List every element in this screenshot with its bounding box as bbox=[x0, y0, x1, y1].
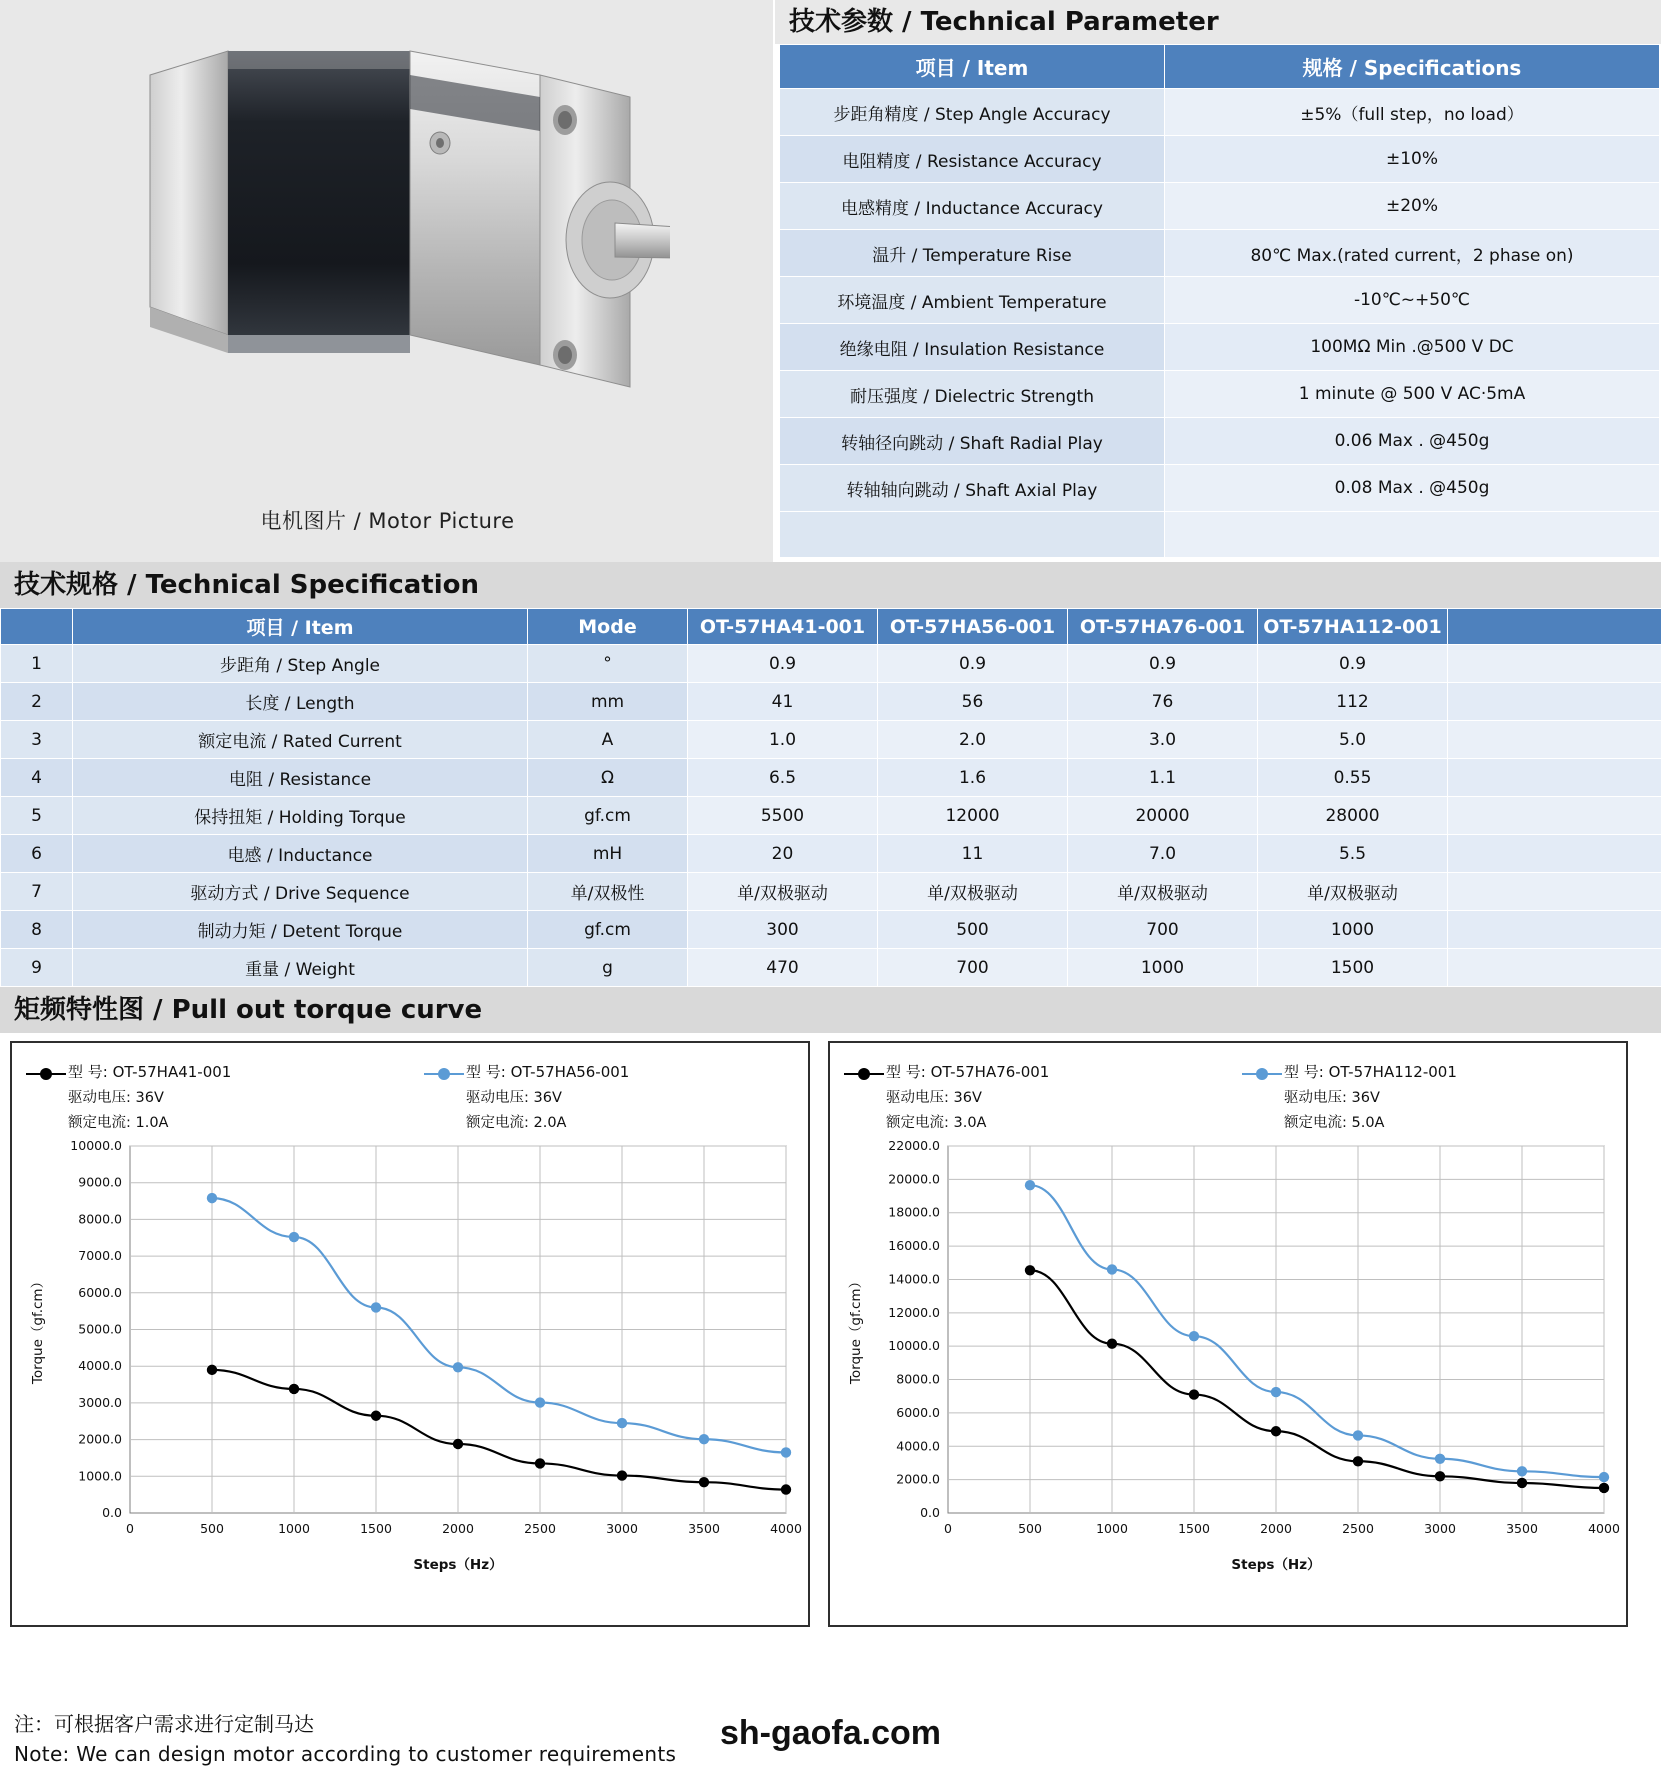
tp-item-empty bbox=[780, 512, 1165, 558]
row-value: 5500 bbox=[688, 797, 878, 835]
row-value: 0.55 bbox=[1258, 759, 1448, 797]
row-value: 1.1 bbox=[1068, 759, 1258, 797]
tp-item: 绝缘电阻 / Insulation Resistance bbox=[780, 324, 1165, 371]
svg-text:4000.0: 4000.0 bbox=[78, 1358, 122, 1374]
row-mode: gf.cm bbox=[528, 911, 688, 949]
tp-item: 转轴轴向跳动 / Shaft Axial Play bbox=[780, 465, 1165, 512]
table-row bbox=[1, 911, 1661, 949]
row-index: 4 bbox=[1, 759, 73, 797]
svg-text:2000: 2000 bbox=[1260, 1521, 1292, 1536]
legend-model: 型 号: OT-57HA56-001 bbox=[466, 1063, 630, 1081]
svg-text:2500: 2500 bbox=[524, 1521, 556, 1536]
table-row bbox=[1, 949, 1661, 987]
top-section bbox=[0, 0, 1661, 562]
legend-current: 额定电流: 2.0A bbox=[466, 1115, 567, 1131]
row-value: 1.6 bbox=[878, 759, 1068, 797]
row-spare bbox=[1448, 759, 1661, 797]
row-value: 6.5 bbox=[688, 759, 878, 797]
row-spare bbox=[1448, 683, 1661, 721]
row-value: 300 bbox=[688, 911, 878, 949]
row-value: 500 bbox=[878, 911, 1068, 949]
svg-text:14000.0: 14000.0 bbox=[888, 1271, 940, 1287]
tp-spec: ±5%（full step，no load） bbox=[1165, 89, 1660, 136]
table-header-row bbox=[780, 45, 1660, 89]
table-row bbox=[1, 759, 1661, 797]
legend-line-icon bbox=[26, 1073, 66, 1075]
tp-spec: ±20% bbox=[1165, 183, 1660, 230]
table-row-empty bbox=[780, 512, 1660, 558]
charts-row bbox=[0, 1033, 1661, 1627]
table-row bbox=[780, 277, 1660, 324]
legend-entry-1 bbox=[830, 1061, 1228, 1132]
chart-card-2 bbox=[828, 1041, 1628, 1627]
svg-text:6000.0: 6000.0 bbox=[78, 1284, 122, 1300]
th-model-4: OT-57HA112-001 bbox=[1258, 609, 1448, 645]
row-value: 41 bbox=[688, 683, 878, 721]
row-name: 驱动方式 / Drive Sequence bbox=[73, 873, 528, 911]
tp-spec: -10℃~+50℃ bbox=[1165, 277, 1660, 324]
svg-text:500: 500 bbox=[1018, 1521, 1042, 1536]
svg-text:8000.0: 8000.0 bbox=[896, 1371, 940, 1387]
legend-voltage: 驱动电压: 36V bbox=[466, 1090, 562, 1106]
table-row bbox=[780, 136, 1660, 183]
motor-illustration bbox=[110, 35, 670, 395]
svg-text:2000: 2000 bbox=[442, 1521, 474, 1536]
row-value: 0.9 bbox=[1258, 645, 1448, 683]
table-row bbox=[780, 371, 1660, 418]
svg-text:2000.0: 2000.0 bbox=[78, 1431, 122, 1447]
row-spare bbox=[1448, 873, 1661, 911]
table-row bbox=[1, 835, 1661, 873]
row-name: 长度 / Length bbox=[73, 683, 528, 721]
row-index: 3 bbox=[1, 721, 73, 759]
row-index: 1 bbox=[1, 645, 73, 683]
table-row bbox=[780, 89, 1660, 136]
row-name: 电阻 / Resistance bbox=[73, 759, 528, 797]
row-spare bbox=[1448, 797, 1661, 835]
table-row bbox=[780, 324, 1660, 371]
th-item: 项目 / Item bbox=[780, 45, 1165, 89]
svg-text:1500: 1500 bbox=[1178, 1521, 1210, 1536]
row-mode: gf.cm bbox=[528, 797, 688, 835]
row-value: 0.9 bbox=[1068, 645, 1258, 683]
note-english: Note: We can design motor according to customer requirements bbox=[14, 1742, 677, 1766]
technical-parameter-table bbox=[779, 44, 1660, 558]
legend-entry-2 bbox=[1228, 1061, 1626, 1132]
th-model-2: OT-57HA56-001 bbox=[878, 609, 1068, 645]
tp-item: 耐压强度 / Dielectric Strength bbox=[780, 371, 1165, 418]
row-value: 12000 bbox=[878, 797, 1068, 835]
row-index: 6 bbox=[1, 835, 73, 873]
svg-text:Torque（gf.cm）: Torque（gf.cm） bbox=[30, 1274, 46, 1385]
legend-voltage: 驱动电压: 36V bbox=[1284, 1090, 1380, 1106]
row-spare bbox=[1448, 911, 1661, 949]
svg-text:5000.0: 5000.0 bbox=[78, 1321, 122, 1337]
tp-item: 电感精度 / Inductance Accuracy bbox=[780, 183, 1165, 230]
row-mode: 单/双极性 bbox=[528, 873, 688, 911]
legend-model: 型 号: OT-57HA112-001 bbox=[1284, 1063, 1457, 1081]
legend-entry-2 bbox=[410, 1061, 808, 1132]
table-header-row bbox=[1, 609, 1661, 645]
row-index: 7 bbox=[1, 873, 73, 911]
legend-voltage: 驱动电压: 36V bbox=[68, 1090, 164, 1106]
footer bbox=[0, 1702, 1661, 1772]
svg-text:4000: 4000 bbox=[770, 1521, 802, 1536]
row-spare bbox=[1448, 949, 1661, 987]
th-spare bbox=[1448, 609, 1661, 645]
svg-text:9000.0: 9000.0 bbox=[78, 1174, 122, 1190]
row-value: 56 bbox=[878, 683, 1068, 721]
svg-text:2500: 2500 bbox=[1342, 1521, 1374, 1536]
motor-picture-caption: 电机图片 / Motor Picture bbox=[260, 509, 515, 533]
legend-entry-1 bbox=[12, 1061, 410, 1132]
row-mode: g bbox=[528, 949, 688, 987]
tp-spec: 0.08 Max . @450g bbox=[1165, 465, 1660, 512]
svg-text:10000.0: 10000.0 bbox=[888, 1338, 940, 1354]
table-row bbox=[780, 183, 1660, 230]
th-item: 项目 / Item bbox=[73, 609, 528, 645]
table-row bbox=[1, 797, 1661, 835]
row-value: 单/双极驱动 bbox=[688, 873, 878, 911]
row-name: 电感 / Inductance bbox=[73, 835, 528, 873]
chart-1-plot bbox=[12, 1132, 808, 1587]
svg-text:12000.0: 12000.0 bbox=[888, 1304, 940, 1320]
row-name: 重量 / Weight bbox=[73, 949, 528, 987]
svg-text:7000.0: 7000.0 bbox=[78, 1248, 122, 1264]
row-value: 470 bbox=[688, 949, 878, 987]
row-value: 单/双极驱动 bbox=[878, 873, 1068, 911]
legend-line-icon bbox=[1242, 1073, 1282, 1075]
pull-out-torque-curve-title: 矩频特性图 / Pull out torque curve bbox=[0, 987, 1661, 1033]
row-name: 制动力矩 / Detent Torque bbox=[73, 911, 528, 949]
row-value: 1500 bbox=[1258, 949, 1448, 987]
svg-text:Steps（Hz）: Steps（Hz） bbox=[1231, 1557, 1321, 1573]
row-mode: mm bbox=[528, 683, 688, 721]
chart-2-plot bbox=[830, 1132, 1626, 1587]
technical-specification-table bbox=[0, 608, 1661, 987]
th-mode: Mode bbox=[528, 609, 688, 645]
legend-model: 型 号: OT-57HA76-001 bbox=[886, 1063, 1050, 1081]
row-mode: mH bbox=[528, 835, 688, 873]
row-value: 20 bbox=[688, 835, 878, 873]
svg-text:16000.0: 16000.0 bbox=[888, 1238, 940, 1254]
website-text: sh-gaofa.com bbox=[719, 1714, 942, 1752]
row-value: 700 bbox=[878, 949, 1068, 987]
svg-text:3500: 3500 bbox=[688, 1521, 720, 1536]
svg-text:3000: 3000 bbox=[606, 1521, 638, 1536]
svg-text:0: 0 bbox=[126, 1521, 134, 1536]
row-value: 1.0 bbox=[688, 721, 878, 759]
tp-item: 电阻精度 / Resistance Accuracy bbox=[780, 136, 1165, 183]
th-model-1: OT-57HA41-001 bbox=[688, 609, 878, 645]
technical-parameter-title: 技术参数 / Technical Parameter bbox=[775, 0, 1661, 44]
legend-current: 额定电流: 3.0A bbox=[886, 1115, 987, 1131]
row-value: 5.0 bbox=[1258, 721, 1448, 759]
svg-text:10000.0: 10000.0 bbox=[70, 1138, 122, 1153]
tp-spec: ±10% bbox=[1165, 136, 1660, 183]
svg-text:Steps（Hz）: Steps（Hz） bbox=[413, 1557, 503, 1573]
svg-text:4000: 4000 bbox=[1588, 1521, 1620, 1536]
table-row bbox=[1, 721, 1661, 759]
svg-text:1500: 1500 bbox=[360, 1521, 392, 1536]
svg-text:1000: 1000 bbox=[1096, 1521, 1128, 1536]
row-value: 单/双极驱动 bbox=[1258, 873, 1448, 911]
svg-text:3500: 3500 bbox=[1506, 1521, 1538, 1536]
table-row bbox=[780, 418, 1660, 465]
row-value: 3.0 bbox=[1068, 721, 1258, 759]
row-index: 5 bbox=[1, 797, 73, 835]
svg-text:Torque（gf.cm）: Torque（gf.cm） bbox=[848, 1274, 864, 1385]
tp-item: 环境温度 / Ambient Temperature bbox=[780, 277, 1165, 324]
technical-specification-title: 技术规格 / Technical Specification bbox=[0, 562, 1661, 608]
svg-text:4000.0: 4000.0 bbox=[896, 1438, 940, 1454]
table-row bbox=[1, 873, 1661, 911]
table-row bbox=[1, 645, 1661, 683]
row-index: 8 bbox=[1, 911, 73, 949]
row-value: 单/双极驱动 bbox=[1068, 873, 1258, 911]
table-row bbox=[780, 230, 1660, 277]
row-spare bbox=[1448, 645, 1661, 683]
row-value: 76 bbox=[1068, 683, 1258, 721]
row-value: 0.9 bbox=[878, 645, 1068, 683]
th-model-3: OT-57HA76-001 bbox=[1068, 609, 1258, 645]
row-mode: Ω bbox=[528, 759, 688, 797]
tp-item: 步距角精度 / Step Angle Accuracy bbox=[780, 89, 1165, 136]
row-index: 9 bbox=[1, 949, 73, 987]
row-name: 步距角 / Step Angle bbox=[73, 645, 528, 683]
svg-text:500: 500 bbox=[200, 1521, 224, 1536]
table-row bbox=[1, 683, 1661, 721]
svg-text:1000: 1000 bbox=[278, 1521, 310, 1536]
chart-1-legend bbox=[12, 1043, 808, 1132]
row-value: 5.5 bbox=[1258, 835, 1448, 873]
row-value: 2.0 bbox=[878, 721, 1068, 759]
legend-current: 额定电流: 1.0A bbox=[68, 1115, 169, 1131]
technical-parameter-panel bbox=[775, 0, 1661, 562]
table-row bbox=[780, 465, 1660, 512]
svg-text:18000.0: 18000.0 bbox=[888, 1204, 940, 1220]
row-value: 28000 bbox=[1258, 797, 1448, 835]
legend-line-icon bbox=[844, 1073, 884, 1075]
tp-item: 温升 / Temperature Rise bbox=[780, 230, 1165, 277]
motor-picture-panel bbox=[0, 0, 775, 562]
row-spare bbox=[1448, 835, 1661, 873]
row-value: 1000 bbox=[1068, 949, 1258, 987]
row-value: 7.0 bbox=[1068, 835, 1258, 873]
chart-card-1 bbox=[10, 1041, 810, 1627]
svg-text:22000.0: 22000.0 bbox=[888, 1138, 940, 1153]
note-chinese: 注：可根据客户需求进行定制马达 bbox=[14, 1712, 314, 1736]
row-value: 0.9 bbox=[688, 645, 878, 683]
th-spec: 规格 / Specifications bbox=[1165, 45, 1660, 89]
legend-voltage: 驱动电压: 36V bbox=[886, 1090, 982, 1106]
svg-text:8000.0: 8000.0 bbox=[78, 1211, 122, 1227]
tp-spec: 0.06 Max . @450g bbox=[1165, 418, 1660, 465]
row-value: 112 bbox=[1258, 683, 1448, 721]
svg-text:0.0: 0.0 bbox=[102, 1505, 122, 1520]
row-value: 700 bbox=[1068, 911, 1258, 949]
svg-text:20000.0: 20000.0 bbox=[888, 1171, 940, 1187]
row-mode: A bbox=[528, 721, 688, 759]
svg-text:6000.0: 6000.0 bbox=[896, 1404, 940, 1420]
tp-spec-empty bbox=[1165, 512, 1660, 558]
svg-text:0.0: 0.0 bbox=[920, 1505, 940, 1520]
row-value: 1000 bbox=[1258, 911, 1448, 949]
svg-text:3000.0: 3000.0 bbox=[78, 1394, 122, 1410]
legend-line-icon bbox=[424, 1073, 464, 1075]
row-mode: ° bbox=[528, 645, 688, 683]
svg-text:1000.0: 1000.0 bbox=[78, 1468, 122, 1484]
tp-item: 转轴径向跳动 / Shaft Radial Play bbox=[780, 418, 1165, 465]
svg-text:3000: 3000 bbox=[1424, 1521, 1456, 1536]
row-value: 20000 bbox=[1068, 797, 1258, 835]
svg-text:2000.0: 2000.0 bbox=[896, 1471, 940, 1487]
row-index: 2 bbox=[1, 683, 73, 721]
row-name: 额定电流 / Rated Current bbox=[73, 721, 528, 759]
tp-spec: 1 minute @ 500 V AC·5mA bbox=[1165, 371, 1660, 418]
legend-model: 型 号: OT-57HA41-001 bbox=[68, 1063, 232, 1081]
th-index bbox=[1, 609, 73, 645]
row-value: 11 bbox=[878, 835, 1068, 873]
legend-current: 额定电流: 5.0A bbox=[1284, 1115, 1385, 1131]
chart-2-legend bbox=[830, 1043, 1626, 1132]
svg-text:0: 0 bbox=[944, 1521, 952, 1536]
row-name: 保持扭矩 / Holding Torque bbox=[73, 797, 528, 835]
tp-spec: 80℃ Max.(rated current，2 phase on) bbox=[1165, 230, 1660, 277]
tp-spec: 100MΩ Min .@500 V DC bbox=[1165, 324, 1660, 371]
row-spare bbox=[1448, 721, 1661, 759]
